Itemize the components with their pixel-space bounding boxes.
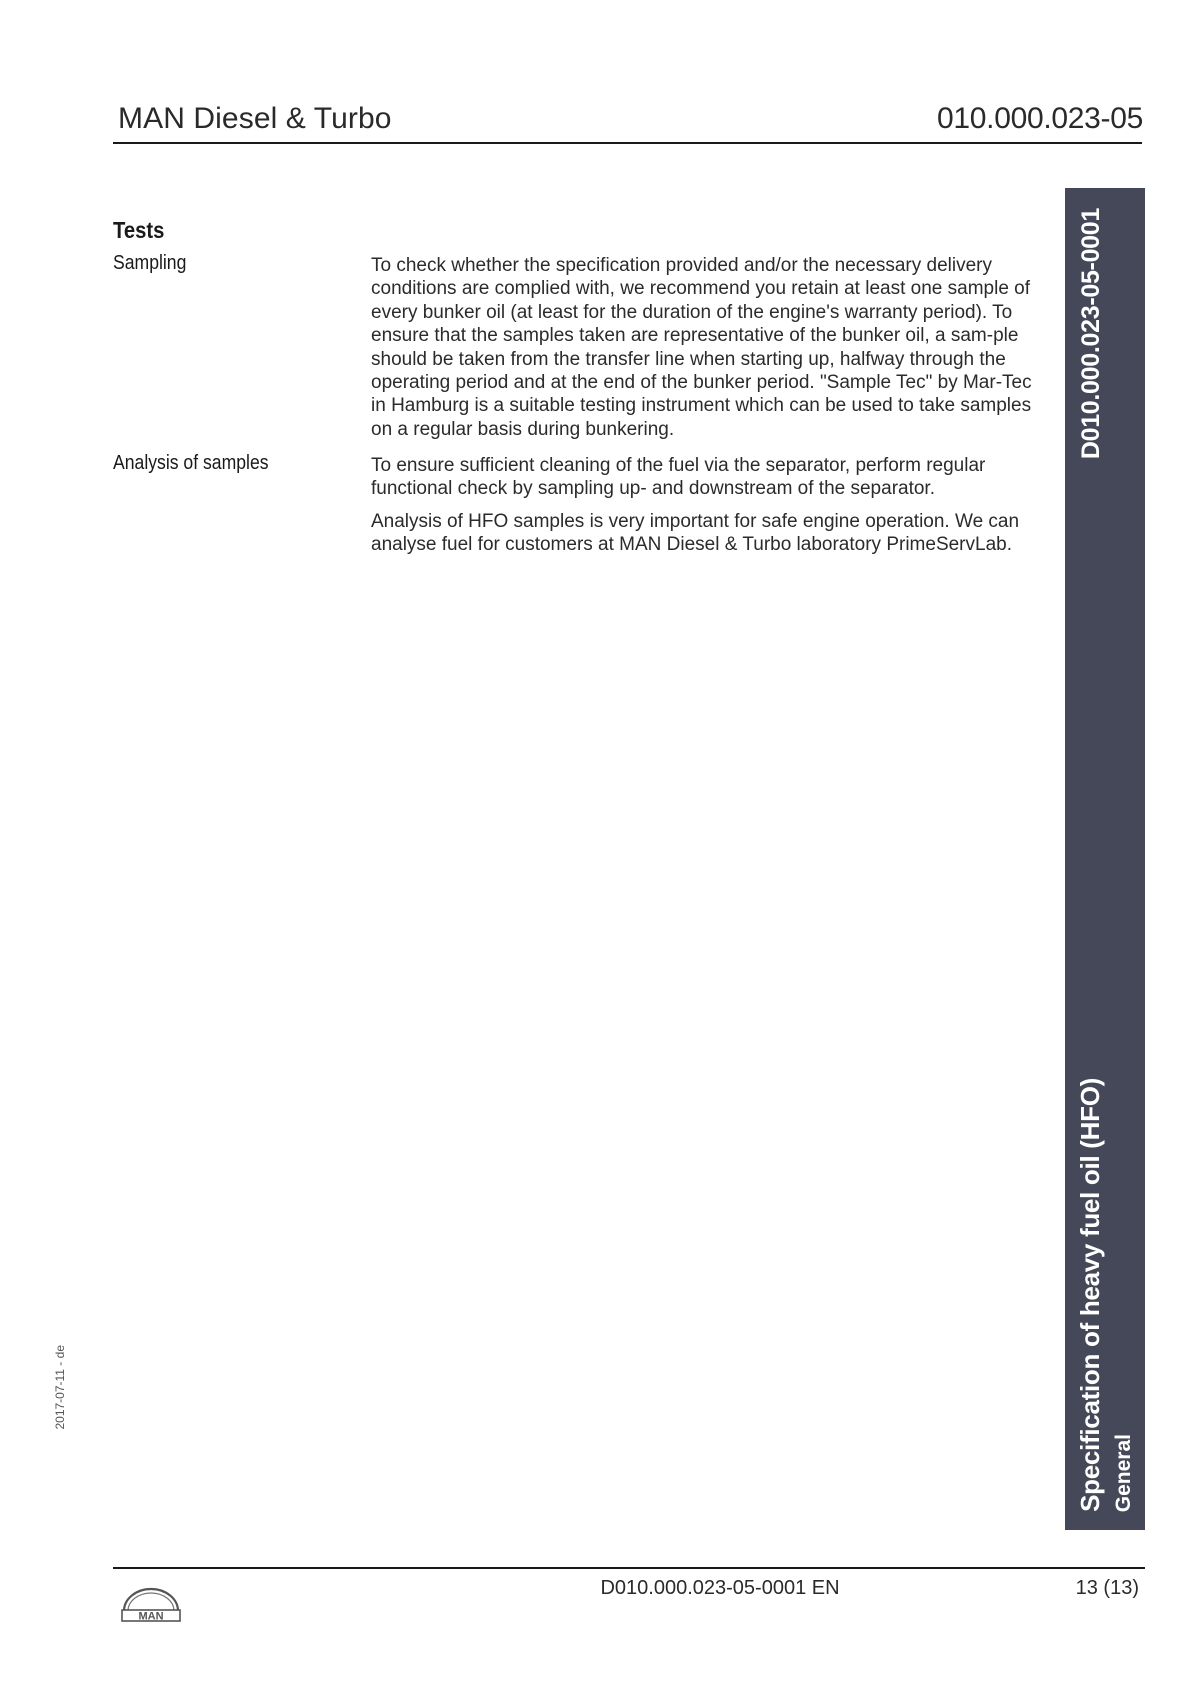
band-title-wrap	[1065, 1078, 1145, 1512]
entry-label-analysis: Analysis of samples	[113, 452, 269, 474]
entry-paragraph-sampling: To check whether the specification provided and/or the necessary delivery conditions are complied with, we recommend you retain at least one sample of every bunker oil (at least for the duration of the engine's warranty period). To ensure that the samples taken are representative of the bunker oil, a sam-ple should be taken from the transfer line when starting up, halfway through the operating period and at the end of the bunker period. "Sample Tec" by Mar-Tec in Hamburg is a suitable testing instrument which can be used to take samples on a regular basis during bunkering.	[371, 255, 1032, 440]
band-subtitle: General	[1111, 1433, 1135, 1512]
header-company-title: MAN Diesel & Turbo	[118, 102, 392, 135]
side-band	[1065, 188, 1145, 1530]
section-title: Tests	[113, 217, 165, 243]
margin-date: 2017-07-11 - de	[53, 1345, 67, 1430]
entry-label-sampling: Sampling	[113, 252, 187, 274]
band-doc-id-wrap	[1067, 208, 1115, 468]
footer-divider	[113, 1567, 1145, 1569]
entry-paragraph-analysis-2: Analysis of HFO samples is very important for safe engine operation. We can analyse fuel for customers at MAN Diesel & Turbo laboratory PrimeServLab.	[371, 511, 1020, 556]
entry-paragraph-analysis-1: To ensure sufficient cleaning of the fuel via the separator, perform regular functional check by sampling up- and downstream of the separator.	[371, 455, 986, 500]
margin-date-wrap	[50, 1340, 70, 1430]
man-logo-text: MAN	[138, 1610, 164, 1623]
header-doc-number: 010.000.023-05	[937, 102, 1143, 135]
band-doc-id: D010.000.023-05-0001	[1076, 208, 1105, 460]
footer-page-number: 13 (13)	[1075, 1577, 1139, 1599]
header-divider	[113, 142, 1142, 144]
man-logo-icon	[118, 1585, 184, 1623]
footer-doc-id: D010.000.023-05-0001 EN	[600, 1577, 840, 1599]
band-title: Specification of heavy fuel oil (HFO)	[1074, 1078, 1105, 1512]
